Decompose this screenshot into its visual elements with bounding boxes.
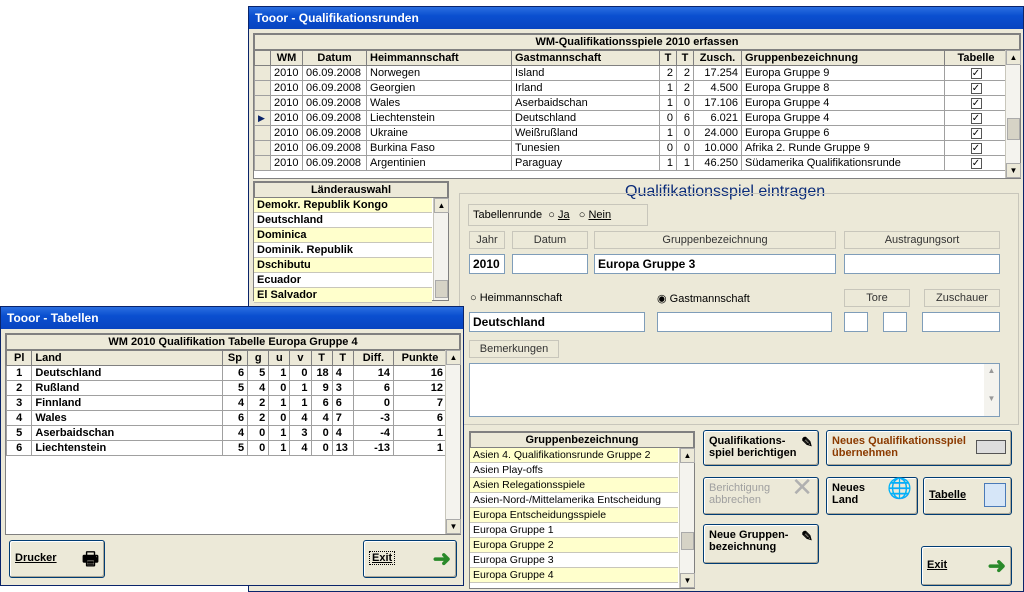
- match-grid-scrollbar[interactable]: [1005, 50, 1020, 178]
- standings-cell: 4: [332, 366, 353, 381]
- match-cell[interactable]: Weißrußland: [512, 126, 660, 141]
- match-cell[interactable]: Norwegen: [367, 66, 512, 81]
- gruppen-item[interactable]: Europa Gruppe 2: [470, 538, 678, 553]
- match-cell[interactable]: Europa Gruppe 4: [742, 96, 945, 111]
- standings-cell: -13: [353, 441, 393, 456]
- tabelle-checkbox-cell: [945, 81, 1008, 96]
- standings-cell: Rußland: [32, 381, 222, 396]
- standings-cell: 1: [269, 396, 290, 411]
- standings-cell: 2: [7, 381, 32, 396]
- tabellen-window: [0, 306, 464, 586]
- match-cell[interactable]: Island: [512, 66, 660, 81]
- ort-field[interactable]: [844, 254, 1000, 274]
- pencil-icon: ✎: [801, 528, 813, 544]
- standings-cell: 6: [222, 366, 247, 381]
- tabelle-label: Tabelle: [929, 489, 967, 501]
- gruppe-field[interactable]: Europa Gruppe 3: [594, 254, 836, 274]
- match-cell[interactable]: 0: [660, 111, 677, 126]
- match-cell[interactable]: 2010: [271, 81, 303, 96]
- tabelle-checkbox[interactable]: ✓: [971, 142, 981, 154]
- match-cell[interactable]: 2010: [271, 126, 303, 141]
- match-cell[interactable]: Wales: [367, 96, 512, 111]
- abbrechen-label: Berichtigung abbrechen: [709, 482, 771, 506]
- match-grid: [253, 33, 1021, 179]
- row-indicator[interactable]: [255, 156, 271, 171]
- globe-icon: 🌐: [887, 478, 912, 500]
- laender-item[interactable]: Dschibutu: [254, 258, 432, 273]
- match-cell[interactable]: 06.09.2008: [303, 156, 367, 171]
- tabelle-checkbox-cell: [945, 141, 1008, 156]
- standings-col-header[interactable]: T: [311, 351, 332, 366]
- tabelle-checkbox-cell: [945, 66, 1008, 81]
- standings-cell: 2: [248, 396, 269, 411]
- window-title: Tooor - Qualifikationsrunden: [249, 7, 1023, 29]
- datum-label: Datum: [512, 231, 588, 249]
- tabelle-checkbox-cell: [945, 126, 1008, 141]
- bemerkungen-field[interactable]: [469, 363, 1000, 417]
- match-row[interactable]: [255, 81, 1008, 96]
- match-col-header[interactable]: T: [677, 51, 694, 66]
- standings-cell: 4: [290, 411, 311, 426]
- qualifikationsspiel-berichtigen-button[interactable]: [703, 430, 819, 466]
- gast-field[interactable]: [657, 312, 832, 332]
- match-cell[interactable]: 06.09.2008: [303, 81, 367, 96]
- tabellenrunde-group: [468, 204, 648, 226]
- match-cell[interactable]: 2010: [271, 66, 303, 81]
- standings-col-header[interactable]: Punkte: [394, 351, 447, 366]
- match-cell[interactable]: 1: [660, 96, 677, 111]
- match-cell[interactable]: 0: [677, 141, 694, 156]
- match-cell[interactable]: 1: [660, 156, 677, 171]
- standings-cell: 4: [222, 426, 247, 441]
- match-cell[interactable]: Paraguay: [512, 156, 660, 171]
- match-cell[interactable]: 6: [677, 111, 694, 126]
- window-title: Tooor - Tabellen: [1, 307, 463, 329]
- match-cell[interactable]: 2: [677, 66, 694, 81]
- standings-cell: 0: [290, 366, 311, 381]
- match-cell[interactable]: 1: [660, 126, 677, 141]
- berichtigung-abbrechen-button[interactable]: [703, 472, 819, 515]
- gruppen-title: Gruppenbezeichnung: [470, 432, 694, 448]
- match-cell[interactable]: 2: [677, 81, 694, 96]
- standings-cell: 1: [394, 441, 447, 456]
- match-cell[interactable]: 4.500: [694, 81, 742, 96]
- match-cell[interactable]: Irland: [512, 81, 660, 96]
- standings-cell: 13: [332, 441, 353, 456]
- match-cell[interactable]: 06.09.2008: [303, 126, 367, 141]
- standings-cell: 6: [394, 411, 447, 426]
- laender-item[interactable]: Deutschland: [254, 213, 432, 228]
- scroll-down-icon[interactable]: ▼: [446, 519, 461, 534]
- tabelle-button[interactable]: [923, 477, 1012, 515]
- match-col-header[interactable]: T: [660, 51, 677, 66]
- row-selector-icon[interactable]: ▶: [255, 111, 271, 126]
- standings-cell: 0: [269, 411, 290, 426]
- gruppe-label: Gruppenbezeichnung: [594, 231, 836, 249]
- standings-cell: 1: [394, 426, 447, 441]
- berichtigen-label: Qualifikations-spiel berichtigen: [709, 435, 797, 459]
- scroll-up-icon[interactable]: ▲: [446, 350, 461, 365]
- match-cell[interactable]: Tunesien: [512, 141, 660, 156]
- radio-ja[interactable]: ○ Ja: [548, 209, 570, 221]
- radio-ja-label: Ja: [557, 209, 570, 221]
- gruppen-item[interactable]: Asien-Nord-/Mittelamerika Entscheidung: [470, 493, 678, 508]
- match-cell[interactable]: 06.09.2008: [303, 111, 367, 126]
- standings-cell: 1: [290, 396, 311, 411]
- scroll-thumb[interactable]: [681, 532, 694, 550]
- scroll-up-icon[interactable]: ▲: [434, 198, 449, 213]
- pencil-icon: ✎: [801, 434, 813, 450]
- standings-cell: 4: [290, 441, 311, 456]
- standings-col-header[interactable]: g: [248, 351, 269, 366]
- tabelle-checkbox[interactable]: ✓: [971, 112, 981, 124]
- neues-land-button[interactable]: [826, 477, 918, 515]
- match-row[interactable]: [255, 111, 1008, 126]
- row-indicator[interactable]: [255, 96, 271, 111]
- exit-label: Exit: [927, 559, 948, 571]
- standings-cell: 7: [332, 411, 353, 426]
- standings-cell: 6: [353, 381, 393, 396]
- ort-label: Austragungsort: [844, 231, 1000, 249]
- bemerkungen-label: Bemerkungen: [469, 340, 559, 358]
- standings-cell: 5: [7, 426, 32, 441]
- standings-cell: 1: [7, 366, 32, 381]
- standings-cell: -4: [353, 426, 393, 441]
- neues-land-label: Neues Land: [832, 482, 866, 506]
- laender-item[interactable]: Demokr. Republik Kongo: [254, 198, 432, 213]
- standings-cell: -3: [353, 411, 393, 426]
- tabellen-scrollbar[interactable]: [445, 350, 460, 534]
- match-row[interactable]: [255, 126, 1008, 141]
- standings-cell: 1: [269, 366, 290, 381]
- match-cell[interactable]: Europa Gruppe 9: [742, 66, 945, 81]
- match-row[interactable]: [255, 141, 1008, 156]
- row-indicator[interactable]: [255, 141, 271, 156]
- standings-cell: 14: [353, 366, 393, 381]
- laender-item[interactable]: El Salvador: [254, 288, 432, 303]
- table-icon: [984, 483, 1006, 507]
- match-cell[interactable]: 2010: [271, 96, 303, 111]
- standings-cell: 0: [269, 381, 290, 396]
- match-cell[interactable]: Ukraine: [367, 126, 512, 141]
- tabellen-grid: [5, 333, 461, 535]
- standings-cell: 0: [311, 426, 332, 441]
- tabelle-checkbox-cell: [945, 96, 1008, 111]
- zuschauer-field[interactable]: [922, 312, 1000, 332]
- match-row[interactable]: [255, 96, 1008, 111]
- radio-nein-label: Nein: [588, 209, 612, 221]
- form-title: Qualifikationsspiel eintragen: [621, 183, 829, 201]
- exit-door-icon: ➜: [432, 546, 451, 571]
- match-cell[interactable]: 1: [660, 81, 677, 96]
- gruppen-scrollbar[interactable]: [679, 448, 694, 588]
- match-row[interactable]: [255, 66, 1008, 81]
- standings-row[interactable]: [7, 366, 447, 381]
- neue-gruppenbezeichnung-button[interactable]: [703, 524, 819, 564]
- standings-cell: 1: [269, 441, 290, 456]
- match-cell[interactable]: 46.250: [694, 156, 742, 171]
- laender-item[interactable]: Dominica: [254, 228, 432, 243]
- standings-cell: 0: [311, 441, 332, 456]
- scroll-down-icon[interactable]: ▼: [1006, 163, 1021, 178]
- standings-cell: 1: [290, 381, 311, 396]
- tabelle-checkbox[interactable]: ✓: [971, 157, 981, 169]
- scroll-up-icon[interactable]: ▲: [680, 448, 695, 463]
- standings-cell: 6: [7, 441, 32, 456]
- scroll-up-icon[interactable]: ▲: [1006, 50, 1021, 65]
- tabellen-exit-label: Exit: [369, 551, 395, 565]
- scroll-down-icon[interactable]: ▼: [680, 573, 695, 588]
- tabelle-checkbox-cell: [945, 111, 1008, 126]
- tabelle-checkbox[interactable]: ✓: [971, 127, 981, 139]
- match-cell[interactable]: 1: [677, 156, 694, 171]
- match-col-header[interactable]: Heimmannschaft: [367, 51, 512, 66]
- standings-cell: 6: [332, 396, 353, 411]
- standings-col-header[interactable]: Pl: [7, 351, 32, 366]
- tabelle-checkbox[interactable]: ✓: [971, 82, 981, 94]
- heim-label: Heimmannschaft: [479, 292, 563, 304]
- standings-cell: 1: [269, 426, 290, 441]
- standings-cell: 6: [311, 396, 332, 411]
- row-indicator-header: [255, 51, 271, 66]
- standings-cell: Liechtenstein: [32, 441, 222, 456]
- match-cell[interactable]: 2: [660, 66, 677, 81]
- match-cell[interactable]: 0: [677, 126, 694, 141]
- row-indicator[interactable]: [255, 81, 271, 96]
- radio-nein[interactable]: ○ Nein: [578, 209, 612, 221]
- match-cell[interactable]: 06.09.2008: [303, 141, 367, 156]
- drucker-label: Drucker: [15, 552, 57, 564]
- exit-door-icon: ➜: [987, 553, 1006, 578]
- tabelle-checkbox[interactable]: ✓: [971, 67, 981, 79]
- tore-label: Tore: [844, 289, 910, 307]
- match-cell[interactable]: Europa Gruppe 4: [742, 111, 945, 126]
- jahr-field[interactable]: 2010: [469, 254, 505, 274]
- standings-cell: 0: [353, 396, 393, 411]
- tore-gast-field[interactable]: [883, 312, 907, 332]
- zuschauer-label: Zuschauer: [924, 289, 1000, 307]
- match-cell[interactable]: Europa Gruppe 6: [742, 126, 945, 141]
- gruppen-item[interactable]: Europa Gruppe 1: [470, 523, 678, 538]
- standings-cell: 5: [248, 366, 269, 381]
- laender-item[interactable]: Ecuador: [254, 273, 432, 288]
- tabellen-exit-button[interactable]: [363, 540, 457, 578]
- match-cell[interactable]: 17.254: [694, 66, 742, 81]
- standings-col-header[interactable]: u: [269, 351, 290, 366]
- tabelle-checkbox-cell: [945, 156, 1008, 171]
- standings-col-header[interactable]: Diff.: [353, 351, 393, 366]
- scroll-thumb[interactable]: [435, 280, 448, 298]
- match-cell[interactable]: Liechtenstein: [367, 111, 512, 126]
- radio-heim[interactable]: ○ Heimmannschaft: [470, 292, 563, 304]
- standings-cell: 16: [394, 366, 447, 381]
- laender-title: Länderauswahl: [254, 182, 448, 198]
- keyboard-icon: [976, 440, 1006, 454]
- match-cell[interactable]: 06.09.2008: [303, 66, 367, 81]
- match-cell[interactable]: 24.000: [694, 126, 742, 141]
- standings-cell: Finnland: [32, 396, 222, 411]
- gruppen-item[interactable]: Asien Relegationsspiele: [470, 478, 678, 493]
- laender-list: [253, 181, 449, 301]
- standings-col-header[interactable]: Land: [32, 351, 222, 366]
- standings-table: [6, 350, 447, 456]
- standings-cell: 2: [248, 411, 269, 426]
- standings-cell: 9: [311, 381, 332, 396]
- match-cell[interactable]: 17.106: [694, 96, 742, 111]
- row-indicator[interactable]: [255, 66, 271, 81]
- gruppen-item[interactable]: Asien Play-offs: [470, 463, 678, 478]
- jahr-label: Jahr: [469, 231, 505, 249]
- match-col-header[interactable]: WM: [271, 51, 303, 66]
- match-table: [254, 50, 1008, 171]
- match-cell[interactable]: 06.09.2008: [303, 96, 367, 111]
- match-col-header[interactable]: Gastmannschaft: [512, 51, 660, 66]
- standings-cell: 0: [248, 441, 269, 456]
- standings-cell: 4: [222, 396, 247, 411]
- standings-cell: 3: [290, 426, 311, 441]
- standings-row[interactable]: [7, 441, 447, 456]
- neues-qualifikationsspiel-button[interactable]: [826, 430, 1012, 466]
- match-col-header[interactable]: Tabelle: [945, 51, 1008, 66]
- match-cell[interactable]: Burkina Faso: [367, 141, 512, 156]
- laender-item[interactable]: Dominik. Republik: [254, 243, 432, 258]
- standings-cell: 4: [332, 426, 353, 441]
- standings-col-header[interactable]: T: [332, 351, 353, 366]
- tore-heim-field[interactable]: [844, 312, 868, 332]
- tabelle-checkbox[interactable]: ✓: [971, 97, 981, 109]
- printer-icon: 🖶: [82, 549, 99, 569]
- gast-label: Gastmannschaft: [669, 293, 750, 305]
- match-row[interactable]: [255, 156, 1008, 171]
- standings-cell: 7: [394, 396, 447, 411]
- match-cell[interactable]: Aserbaidschan: [512, 96, 660, 111]
- standings-cell: 18: [311, 366, 332, 381]
- match-cell[interactable]: 2010: [271, 141, 303, 156]
- match-cell[interactable]: 10.000: [694, 141, 742, 156]
- match-cell[interactable]: Georgien: [367, 81, 512, 96]
- standings-row[interactable]: [7, 381, 447, 396]
- laender-scrollbar[interactable]: [433, 198, 448, 300]
- match-col-header[interactable]: Datum: [303, 51, 367, 66]
- match-cell[interactable]: 0: [660, 141, 677, 156]
- grid-title: WM-Qualifikationsspiele 2010 erfassen: [254, 34, 1020, 50]
- gruppen-item[interactable]: Europa Entscheidungsspiele: [470, 508, 678, 523]
- scroll-thumb[interactable]: [1007, 118, 1020, 140]
- datum-field[interactable]: [512, 254, 588, 274]
- standings-cell: 3: [7, 396, 32, 411]
- drucker-button[interactable]: [9, 540, 105, 578]
- standings-cell: Aserbaidschan: [32, 426, 222, 441]
- neues-spiel-label: Neues Qualifikationsspiel übernehmen: [832, 435, 966, 459]
- tabellenrunde-label: Tabellenrunde: [473, 209, 543, 221]
- match-cell[interactable]: 2010: [271, 111, 303, 126]
- standings-cell: Deutschland: [32, 366, 222, 381]
- match-cell[interactable]: Afrika 2. Runde Gruppe 9: [742, 141, 945, 156]
- heim-field[interactable]: Deutschland: [469, 312, 645, 332]
- match-cell[interactable]: Argentinien: [367, 156, 512, 171]
- match-cell[interactable]: 6.021: [694, 111, 742, 126]
- match-cell[interactable]: Europa Gruppe 8: [742, 81, 945, 96]
- standings-cell: 3: [332, 381, 353, 396]
- gruppen-item[interactable]: Asien 4. Qualifikationsrunde Gruppe 2: [470, 448, 678, 463]
- standings-cell: 4: [7, 411, 32, 426]
- standings-cell: 5: [222, 441, 247, 456]
- standings-cell: 4: [311, 411, 332, 426]
- standings-cell: 5: [222, 381, 247, 396]
- gruppen-item[interactable]: Europa Gruppe 3: [470, 553, 678, 568]
- gruppen-list: [469, 431, 695, 589]
- match-col-header[interactable]: Zusch.: [694, 51, 742, 66]
- exit-button[interactable]: [921, 546, 1012, 586]
- standings-row[interactable]: [7, 411, 447, 426]
- standings-cell: 4: [248, 381, 269, 396]
- standings-cell: 6: [222, 411, 247, 426]
- standings-row[interactable]: [7, 396, 447, 411]
- match-cell[interactable]: Deutschland: [512, 111, 660, 126]
- match-cell[interactable]: 0: [677, 96, 694, 111]
- standings-cell: 12: [394, 381, 447, 396]
- x-cancel-icon: ✕: [791, 472, 813, 502]
- match-col-header[interactable]: Gruppenbezeichnung: [742, 51, 945, 66]
- gruppen-item[interactable]: Europa Gruppe 4: [470, 568, 678, 583]
- standings-row[interactable]: [7, 426, 447, 441]
- standings-cell: Wales: [32, 411, 222, 426]
- match-cell[interactable]: Südamerika Qualifikationsrunde: [742, 156, 945, 171]
- tabellen-grid-title: WM 2010 Qualifikation Tabelle Europa Gruppe 4: [6, 334, 460, 350]
- bemerkungen-scrollbar[interactable]: ▲ ▼: [984, 364, 999, 416]
- match-cell[interactable]: 2010: [271, 156, 303, 171]
- neue-gruppe-label: Neue Gruppen-bezeichnung: [709, 529, 789, 553]
- row-indicator[interactable]: [255, 126, 271, 141]
- radio-gast[interactable]: ◉ Gastmannschaft: [657, 293, 750, 305]
- standings-cell: 0: [248, 426, 269, 441]
- standings-col-header[interactable]: v: [290, 351, 311, 366]
- standings-col-header[interactable]: Sp: [222, 351, 247, 366]
